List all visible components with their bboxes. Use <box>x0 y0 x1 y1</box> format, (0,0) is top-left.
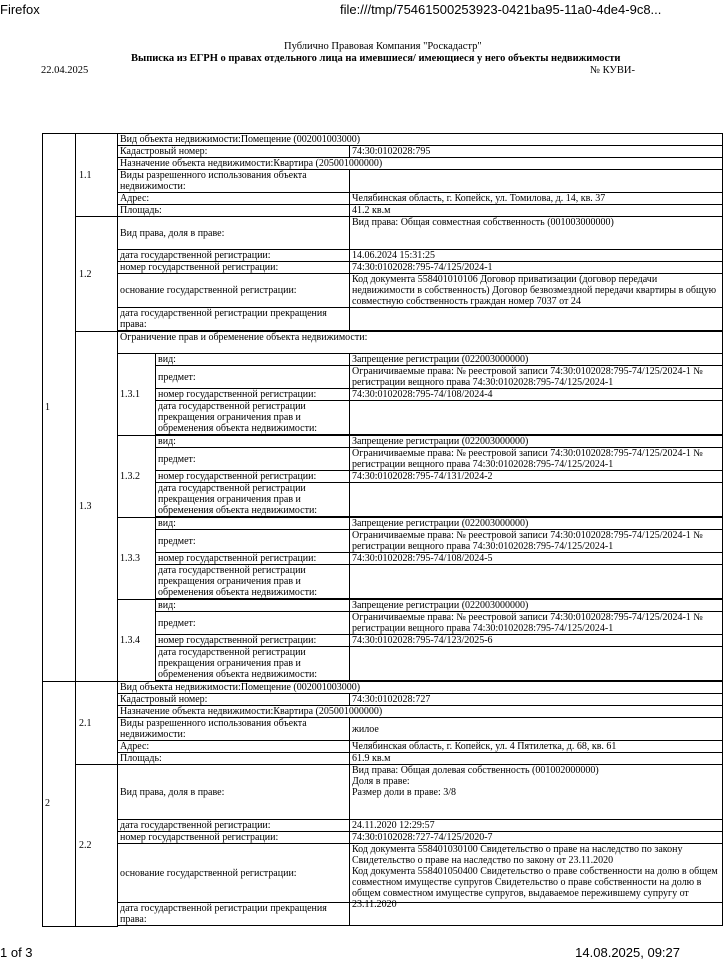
reg-basis-value: Код документа 558401010106 Договор приватизации (договор передачи недвижимости в собственность) Договор безвозмездной передачи квартиры в общую совместную собственность граждан номер 7037 от 24 <box>350 274 723 308</box>
restriction-end-date <box>350 401 723 435</box>
label: Площадь: <box>118 205 350 217</box>
label: вид: <box>156 354 350 366</box>
label: вид: <box>156 600 350 612</box>
label: дата государственной регистрации прекращения ограничения прав и обременения объекта недвижимости: <box>156 401 350 435</box>
browser-url: file:///tmp/75461500253923-0421ba95-11a0-4de4-9c8... <box>340 2 662 17</box>
label: предмет: <box>156 612 350 635</box>
reg-date-value: 14.06.2024 15:31:25 <box>350 250 723 262</box>
label: основание государственной регистрации: <box>118 844 350 903</box>
label: Вид объекта недвижимости: <box>120 134 241 145</box>
right-type-line: Вид права: Общая долевая собственность (001002000000) <box>352 765 599 776</box>
label: дата государственной регистрации прекращения права: <box>118 308 350 331</box>
restriction-kind: Запрещение регистрации (022003000000) <box>350 436 723 448</box>
label: вид: <box>156 518 350 530</box>
restriction-kind: Запрещение регистрации (022003000000) <box>350 600 723 612</box>
label: предмет: <box>156 448 350 471</box>
right-share-size-line: Размер доли в праве: 3/8 <box>352 787 457 798</box>
label: Кадастровый номер: <box>118 146 350 158</box>
restriction-subject: Ограничиваемые права: № реестровой записи 74:30:0102028:795-74/125/2024-1 № регистрации вещного права 74:30:0102028:795-74/125/2024-1 <box>350 530 723 553</box>
section-number: 1.1 <box>76 134 118 217</box>
object-type-row <box>118 682 723 694</box>
doc-number: № КУВИ- <box>590 65 635 76</box>
reg-basis-value <box>350 844 723 910</box>
rights-table-wrapper <box>42 133 718 925</box>
label: Назначение объекта недвижимости: <box>120 158 274 169</box>
label: номер государственной регистрации: <box>118 262 350 274</box>
section-number: 1.2 <box>76 217 118 332</box>
label: предмет: <box>156 530 350 553</box>
label: Адрес: <box>118 741 350 753</box>
label: Вид объекта недвижимости: <box>120 682 241 693</box>
permitted-use-value: жилое <box>350 718 723 741</box>
label: номер государственной регистрации: <box>156 635 350 647</box>
doc-organization: Публично Правовая Компания "Роскадастр" <box>284 41 482 52</box>
label: номер государственной регистрации: <box>156 471 350 483</box>
label: номер государственной регистрации: <box>156 389 350 401</box>
label: дата государственной регистрации: <box>118 250 350 262</box>
label: номер государственной регистрации: <box>118 832 350 844</box>
restriction-number: 1.3.4 <box>118 600 156 682</box>
label: дата государственной регистрации прекращения ограничения прав и обременения объекта недвижимости: <box>156 483 350 517</box>
label: вид: <box>156 436 350 448</box>
label: Назначение объекта недвижимости: <box>120 706 274 717</box>
label: дата государственной регистрации прекращения ограничения прав и обременения объекта недвижимости: <box>156 647 350 681</box>
object-number: 2 <box>43 682 76 927</box>
label: дата государственной регистрации прекращения ограничения прав и обременения объекта недвижимости: <box>156 565 350 599</box>
restriction-end-date <box>350 647 723 681</box>
print-timestamp: 14.08.2025, 09:27 <box>575 945 680 960</box>
label: номер государственной регистрации: <box>156 553 350 565</box>
doc-title: Выписка из ЕГРН о правах отдельного лица на имевшиеся/ имеющиеся у него объекты недвижимости <box>131 53 621 64</box>
section-number: 2.1 <box>76 682 118 765</box>
restriction-number: 1.3.3 <box>118 518 156 600</box>
restriction-number: 1.3.2 <box>118 436 156 518</box>
restriction-kind: Запрещение регистрации (022003000000) <box>350 354 723 366</box>
label: Площадь: <box>118 753 350 765</box>
area-value: 41.2 кв.м <box>350 205 723 217</box>
reg-date-value: 24.11.2020 12:29:57 <box>350 820 723 832</box>
address-value: Челябинская область, г. Копейск, ул. 4 Пятилетка, д. 68, кв. 61 <box>350 741 723 753</box>
label: предмет: <box>156 366 350 389</box>
doc-date: 22.04.2025 <box>41 65 89 76</box>
reg-end-date-value <box>350 308 723 331</box>
label: Адрес: <box>118 193 350 205</box>
restriction-subject: Ограничиваемые права: № реестровой записи 74:30:0102028:795-74/125/2024-1 № регистрации вещного права 74:30:0102028:795-74/125/2024-1 <box>350 366 723 389</box>
right-type-value <box>350 765 723 820</box>
cadastral-value: 74:30:0102028:795 <box>350 146 723 158</box>
browser-app-name: Firefox <box>0 2 40 17</box>
reg-number-value: 74:30:0102028:727-74/125/2020-7 <box>350 832 723 844</box>
restriction-reg-number: 74:30:0102028:795-74/123/2025-6 <box>350 635 723 647</box>
permitted-use-value <box>350 170 723 193</box>
reg-end-date-value <box>350 903 723 926</box>
object-type-value: Помещение (002001003000) <box>240 682 361 693</box>
label: Виды разрешенного использования объекта недвижимости: <box>118 170 350 193</box>
cadastral-value: 74:30:0102028:727 <box>350 694 723 706</box>
restriction-reg-number: 74:30:0102028:795-74/108/2024-4 <box>350 389 723 401</box>
right-share-line: Доля в праве: <box>352 776 410 787</box>
restriction-subject: Ограничиваемые права: № реестровой записи 74:30:0102028:795-74/125/2024-1 № регистрации вещного права 74:30:0102028:795-74/125/2024-1 <box>350 612 723 635</box>
label: Вид права, доля в праве: <box>118 217 350 250</box>
object-type-value: Помещение (002001003000) <box>240 134 361 145</box>
section-number: 1.3 <box>76 332 118 682</box>
reg-basis-document: Код документа 558401050400 Свидетельство о праве собственности на долю в общем совместном имуществе супругов Свидетельство о праве собственности на долю в общем совместном имуществе супругов, выдаваемое пережившему супругу от 23.11.2020 <box>352 866 718 910</box>
purpose-value: Квартира (205001000000) <box>273 158 383 169</box>
reg-basis-document: Код документа 558401030100 Свидетельство о праве на наследство по закону Свидетельство о праве на наследство по закону от 23.11.2020 <box>352 844 683 866</box>
rights-table <box>42 133 723 927</box>
page-indicator: 1 of 3 <box>0 945 33 960</box>
right-type-value: Вид права: Общая совместная собственность (001003000000) <box>350 217 723 250</box>
object-type-row <box>118 134 723 146</box>
restriction-subject: Ограничиваемые права: № реестровой записи 74:30:0102028:795-74/125/2024-1 № регистрации вещного права 74:30:0102028:795-74/125/2024-1 <box>350 448 723 471</box>
purpose-value: Квартира (205001000000) <box>273 706 383 717</box>
purpose-row <box>118 706 723 718</box>
label: Ограничение прав и обременение объекта недвижимости: <box>118 332 723 354</box>
restriction-number: 1.3.1 <box>118 354 156 436</box>
restriction-end-date <box>350 483 723 517</box>
label: Вид права, доля в праве: <box>118 765 350 820</box>
reg-number-value: 74:30:0102028:795-74/125/2024-1 <box>350 262 723 274</box>
section-number: 2.2 <box>76 765 118 927</box>
label: Виды разрешенного использования объекта недвижимости: <box>118 718 350 741</box>
restriction-kind: Запрещение регистрации (022003000000) <box>350 518 723 530</box>
area-value: 61.9 кв.м <box>350 753 723 765</box>
restriction-reg-number: 74:30:0102028:795-74/108/2024-5 <box>350 553 723 565</box>
label: дата государственной регистрации: <box>118 820 350 832</box>
restriction-reg-number: 74:30:0102028:795-74/131/2024-2 <box>350 471 723 483</box>
object-number: 1 <box>43 134 76 682</box>
label: дата государственной регистрации прекращения права: <box>118 903 350 926</box>
label: Кадастровый номер: <box>118 694 350 706</box>
restriction-end-date <box>350 565 723 599</box>
label: основание государственной регистрации: <box>118 274 350 308</box>
address-value: Челябинская область, г. Копейск, ул. Томилова, д. 14, кв. 37 <box>350 193 723 205</box>
purpose-row <box>118 158 723 170</box>
